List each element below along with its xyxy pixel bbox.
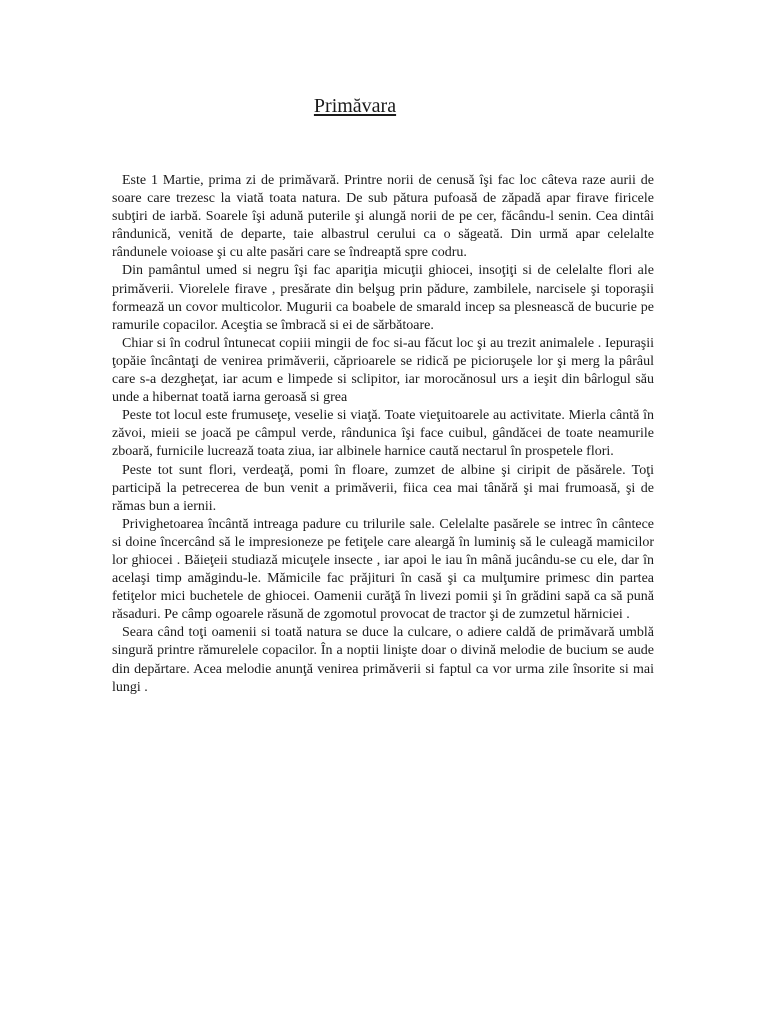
paragraph: Seara când toţi oamenii si toată natura se duce la culcare, o adiere caldă de primăvară umblă singură printre rămurelele copacilor. În a noptii linişte doar o divină melodie de bucium se aude din depărtare. Acea melodie anunţă venirea primăverii si faptul ca vor urma zile însorite si mai lungi . — [112, 625, 654, 695]
page-title: Primăvara — [313, 95, 397, 117]
paragraph: Privighetoarea încântă intreaga padure cu trilurile sale. Celelalte pasărele se intrec în cântece si doine încercând să le impresioneze pe fetiţele care aleargă în luminiş să le culeagă mamicilor lor ghiocei . Băieţeii studiază micuţele insecte , iar apoi le iau în mână jucându-se cu ele, dar în acelaşi timp amăgindu-le. Mămicile fac prăjituri în casă şi ca mulţumire primesc din partea fetiţelor mici buchetele de ghiocei. Oamenii curăţă în livezi pomii şi în grădini sapă ca să pună răsaduri. Pe câmp ogoarele răsună de zgomotul provocat de tractor şi de zumzetul hărniciei . — [112, 516, 654, 623]
paragraph: Este 1 Martie, prima zi de primăvară. Printre norii de cenusă îşi fac loc câteva raze aurii de soare care trezesc la viată toata natura. De sub pătura pufoasă de zăpadă apar firave firicele subţiri de iarbă. Soarele îşi adună puterile şi alungă norii de pe cer, făcându-l senin. Cea dintâi rândunică, venită de departe, taie albastrul cerului ca o săgeată. Din urmă apar celelalte rândunele voioase şi cu alte pasări care se îndreaptă spre codru. — [112, 173, 654, 261]
paragraph: Peste tot sunt flori, verdeaţă, pomi în floare, zumzet de albine şi ciripit de păsărele. Toţi participă la petrecerea de bun venit a primăverii, fiica cea mai tânără şi mai frumoasă, şi de rămas bun a iernii. — [112, 462, 654, 514]
paragraph: Chiar si în codrul întunecat copiii mingii de foc si-au făcut loc şi au trezit animalele . Iepuraşii ţopăie încântaţi de venirea primăverii, căprioarele se ridică pe picioruşele lor şi merg la pârâul care s-a dezgheţat, iar acum e limpede si sclipitor, iar morocănosul urs a ieşit din bârlogul său unde a hibernat toată iarna geroasă si grea — [112, 335, 654, 406]
paragraph: Din pamântul umed si negru îşi fac apariţia micuţii ghiocei, insoţiţi si de celelalte flori ale primăverii. Viorelele firave , presărate din belşug prin pădure, zambilele, narcisele şi toporaşii formează un covor multicolor. Mugurii ca boabele de smarald incep sa plesnească de bucurie pe ramurile copacilor. Aceştia se îmbracă si ei de sărbătoare. — [112, 263, 654, 333]
document-body — [112, 172, 654, 697]
paragraph: Peste tot locul este frumuseţe, veselie si viaţă. Toate vieţuitoarele au activitate. Mierla cântă în zăvoi, mieii se joacă pe câmpul verde, rândunica îşi face cuibul, gândăcei de toate neamurile zboară, furnicile lucrează toata ziua, iar albinele harnice caută nectarul în prospetele flori. — [112, 408, 654, 460]
